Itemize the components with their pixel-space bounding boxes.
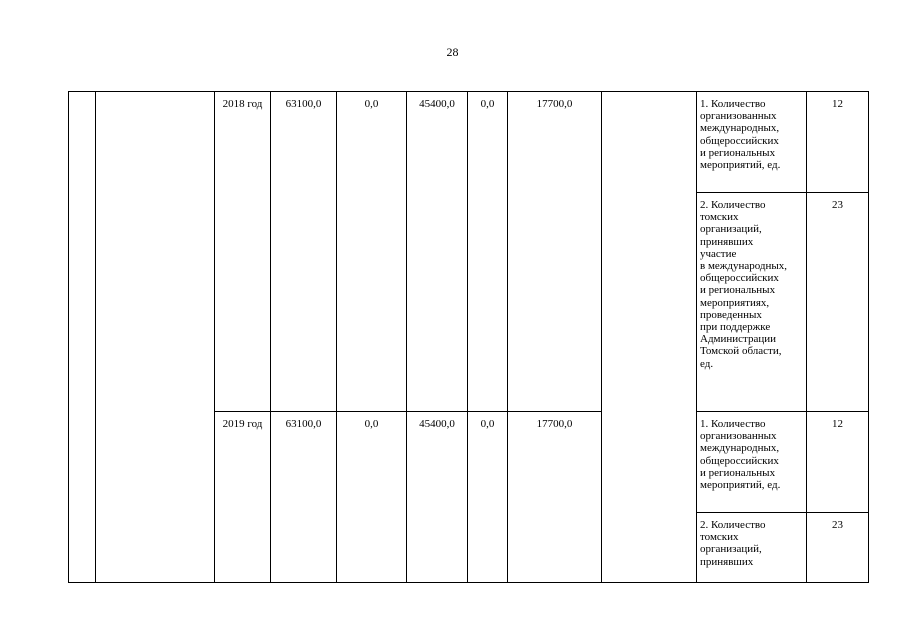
indicator-value-cell: 12 <box>807 92 869 193</box>
indicator-value-cell: 12 <box>807 412 869 513</box>
total-cell: 63100,0 <box>271 412 337 583</box>
other-cell: 17700,0 <box>508 92 602 412</box>
year-cell: 2018 год <box>215 92 271 412</box>
empty-cell-name <box>96 92 215 583</box>
page-number: 28 <box>446 45 459 59</box>
empty-cell-executor <box>602 92 697 583</box>
indicator-value-cell: 23 <box>807 193 869 412</box>
local-cell: 0,0 <box>468 412 508 583</box>
total-cell: 63100,0 <box>271 92 337 412</box>
indicator-name-cell: 1. Количество организованных международных, общероссийских и региональных мероприятий, ед. <box>697 92 807 193</box>
other-cell: 17700,0 <box>508 412 602 583</box>
regional-cell: 45400,0 <box>407 412 468 583</box>
indicator-name-cell: 2. Количество томских организаций, принявших участие в международных, общероссийских и региональных мероприятиях, проведенных при поддержке Администрации Томской области, ед. <box>697 193 807 412</box>
empty-cell-number <box>69 92 96 583</box>
indicator-value-cell: 23 <box>807 513 869 583</box>
indicator-name-cell: 2. Количество томских организаций, принявших <box>697 513 807 583</box>
indicator-name-cell: 1. Количество организованных международных, общероссийских и региональных мероприятий, ед. <box>697 412 807 513</box>
year-cell: 2019 год <box>215 412 271 583</box>
federal-cell: 0,0 <box>337 412 407 583</box>
regional-cell: 45400,0 <box>407 92 468 412</box>
table-row <box>69 92 869 193</box>
program-table <box>68 91 869 583</box>
local-cell: 0,0 <box>468 92 508 412</box>
federal-cell: 0,0 <box>337 92 407 412</box>
